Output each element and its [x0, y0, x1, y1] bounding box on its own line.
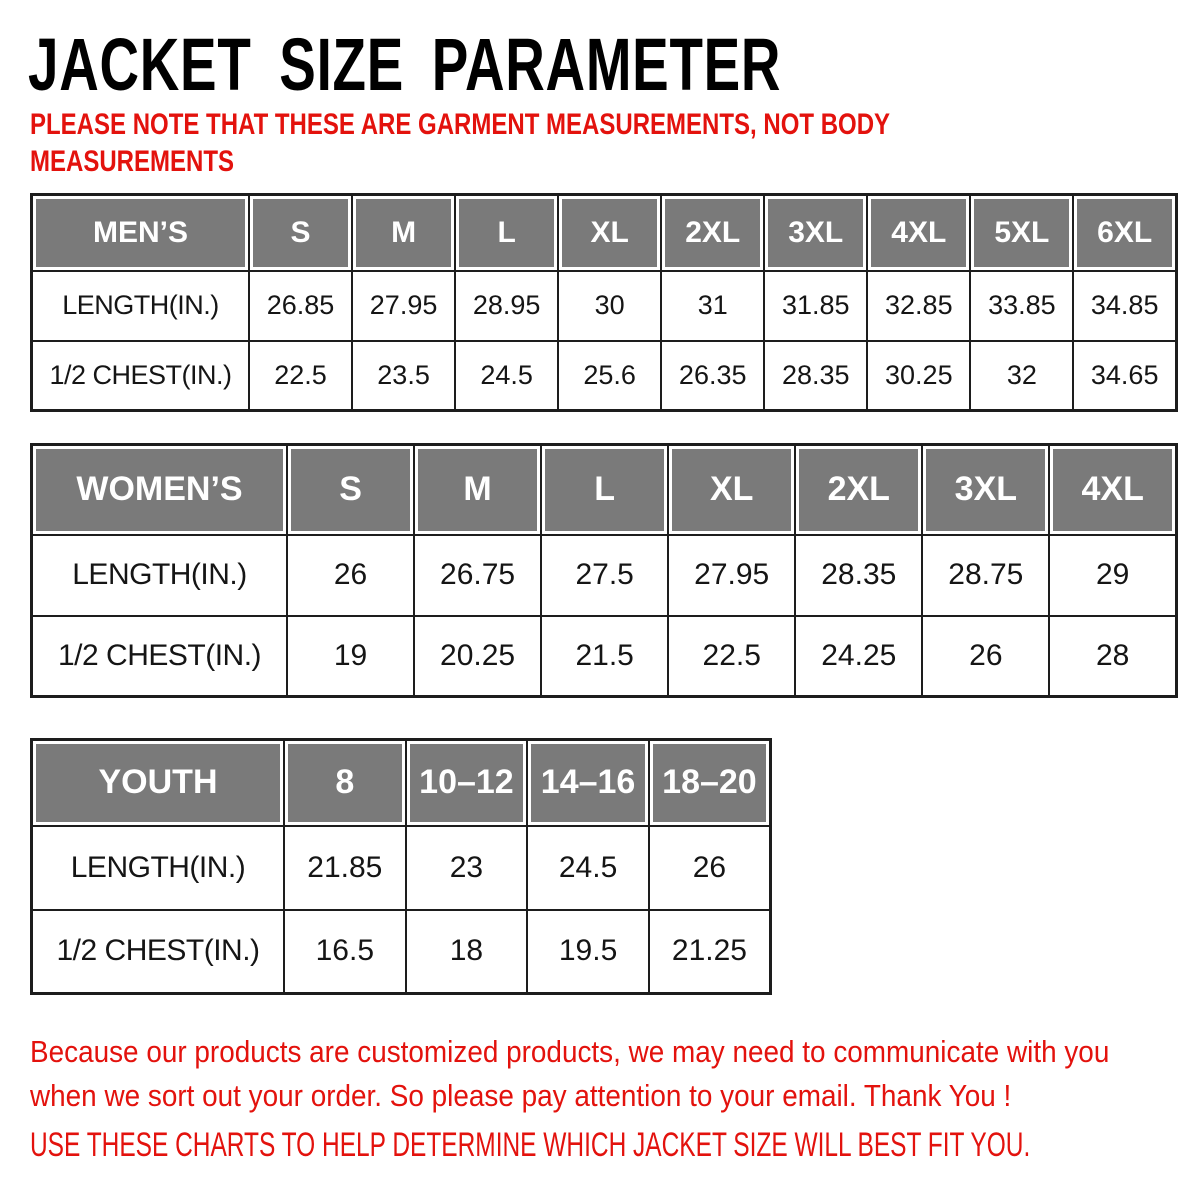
mens-size-column-header: 6XL — [1073, 195, 1176, 271]
mens-size-column-header: 2XL — [661, 195, 764, 271]
mens-size-column-header: 4XL — [867, 195, 970, 271]
womens-measurement-row — [32, 535, 1177, 616]
size-value-cell: 30 — [558, 271, 661, 341]
youth-measurement-row — [32, 910, 771, 994]
size-value-cell: 28.35 — [795, 535, 922, 616]
customization-note-line2: when we sort out your order. So please pay attention to your email. Thank You ! — [30, 1078, 1012, 1113]
womens-size-column-header: S — [287, 445, 414, 535]
size-value-cell: 28.95 — [455, 271, 558, 341]
size-value-cell: 21.5 — [541, 616, 668, 697]
womens-size-column-header: 3XL — [922, 445, 1049, 535]
womens-size-column-header: XL — [668, 445, 795, 535]
size-value-cell: 16.5 — [284, 910, 406, 994]
size-value-cell: 26.75 — [414, 535, 541, 616]
customization-note-line1: Because our products are customized products, we may need to communicate with you — [30, 1034, 1110, 1069]
youth-header-row — [32, 740, 771, 826]
womens-table-title: WOMEN’S — [32, 445, 288, 535]
size-value-cell: 31 — [661, 271, 764, 341]
chart-usage-note: USE THESE CHARTS TO HELP DETERMINE WHICH JACKET SIZE WILL BEST FIT YOU. — [30, 1126, 1031, 1164]
row-label: 1/2 CHEST(IN.) — [32, 910, 285, 994]
size-value-cell: 32.85 — [867, 271, 970, 341]
size-value-cell: 19.5 — [527, 910, 649, 994]
customization-note — [30, 1030, 1109, 1118]
womens-size-column-header: 2XL — [795, 445, 922, 535]
size-value-cell: 22.5 — [668, 616, 795, 697]
womens-size-column-header: 4XL — [1049, 445, 1176, 535]
size-value-cell: 28.35 — [764, 341, 867, 411]
size-value-cell: 27.95 — [352, 271, 455, 341]
size-value-cell: 21.85 — [284, 826, 406, 910]
mens-table-title: MEN’S — [32, 195, 250, 271]
youth-size-table — [30, 738, 772, 995]
size-value-cell: 28.75 — [922, 535, 1049, 616]
size-value-cell: 31.85 — [764, 271, 867, 341]
row-label: LENGTH(IN.) — [32, 535, 288, 616]
size-value-cell: 24.5 — [527, 826, 649, 910]
mens-size-table — [30, 193, 1178, 412]
womens-size-column-header: M — [414, 445, 541, 535]
row-label: 1/2 CHEST(IN.) — [32, 616, 288, 697]
size-value-cell: 26 — [287, 535, 414, 616]
youth-size-column-header: 14–16 — [527, 740, 649, 826]
size-value-cell: 26.35 — [661, 341, 764, 411]
womens-size-column-header: L — [541, 445, 668, 535]
size-value-cell: 21.25 — [649, 910, 771, 994]
mens-measurement-row — [32, 271, 1177, 341]
womens-size-table — [30, 443, 1178, 698]
mens-size-column-header: 5XL — [970, 195, 1073, 271]
womens-header-row — [32, 445, 1177, 535]
size-value-cell: 29 — [1049, 535, 1176, 616]
row-label: LENGTH(IN.) — [32, 271, 250, 341]
size-value-cell: 27.5 — [541, 535, 668, 616]
size-value-cell: 22.5 — [249, 341, 352, 411]
size-value-cell: 32 — [970, 341, 1073, 411]
youth-measurement-row — [32, 826, 771, 910]
size-value-cell: 20.25 — [414, 616, 541, 697]
mens-size-column-header: M — [352, 195, 455, 271]
size-value-cell: 34.85 — [1073, 271, 1176, 341]
mens-size-column-header: XL — [558, 195, 661, 271]
size-value-cell: 19 — [287, 616, 414, 697]
page-title: JACKET SIZE PARAMETER — [28, 23, 782, 106]
mens-size-column-header: 3XL — [764, 195, 867, 271]
size-value-cell: 33.85 — [970, 271, 1073, 341]
size-value-cell: 23.5 — [352, 341, 455, 411]
youth-table-title: YOUTH — [32, 740, 285, 826]
youth-size-column-header: 18–20 — [649, 740, 771, 826]
garment-measurement-note — [30, 106, 890, 180]
size-value-cell: 26 — [649, 826, 771, 910]
mens-measurement-row — [32, 341, 1177, 411]
size-value-cell: 23 — [406, 826, 528, 910]
row-label: 1/2 CHEST(IN.) — [32, 341, 250, 411]
garment-measurement-note-line1: PLEASE NOTE THAT THESE ARE GARMENT MEASUREMENTS, NOT BODY — [30, 108, 891, 141]
mens-header-row — [32, 195, 1177, 271]
youth-size-column-header: 10–12 — [406, 740, 528, 826]
size-value-cell: 18 — [406, 910, 528, 994]
size-value-cell: 26.85 — [249, 271, 352, 341]
size-value-cell: 26 — [922, 616, 1049, 697]
youth-size-column-header: 8 — [284, 740, 406, 826]
size-value-cell: 34.65 — [1073, 341, 1176, 411]
size-value-cell: 27.95 — [668, 535, 795, 616]
size-value-cell: 24.25 — [795, 616, 922, 697]
mens-size-column-header: L — [455, 195, 558, 271]
garment-measurement-note-line2: MEASUREMENTS — [30, 145, 235, 178]
size-value-cell: 28 — [1049, 616, 1176, 697]
womens-measurement-row — [32, 616, 1177, 697]
size-value-cell: 25.6 — [558, 341, 661, 411]
row-label: LENGTH(IN.) — [32, 826, 285, 910]
size-value-cell: 24.5 — [455, 341, 558, 411]
size-value-cell: 30.25 — [867, 341, 970, 411]
mens-size-column-header: S — [249, 195, 352, 271]
